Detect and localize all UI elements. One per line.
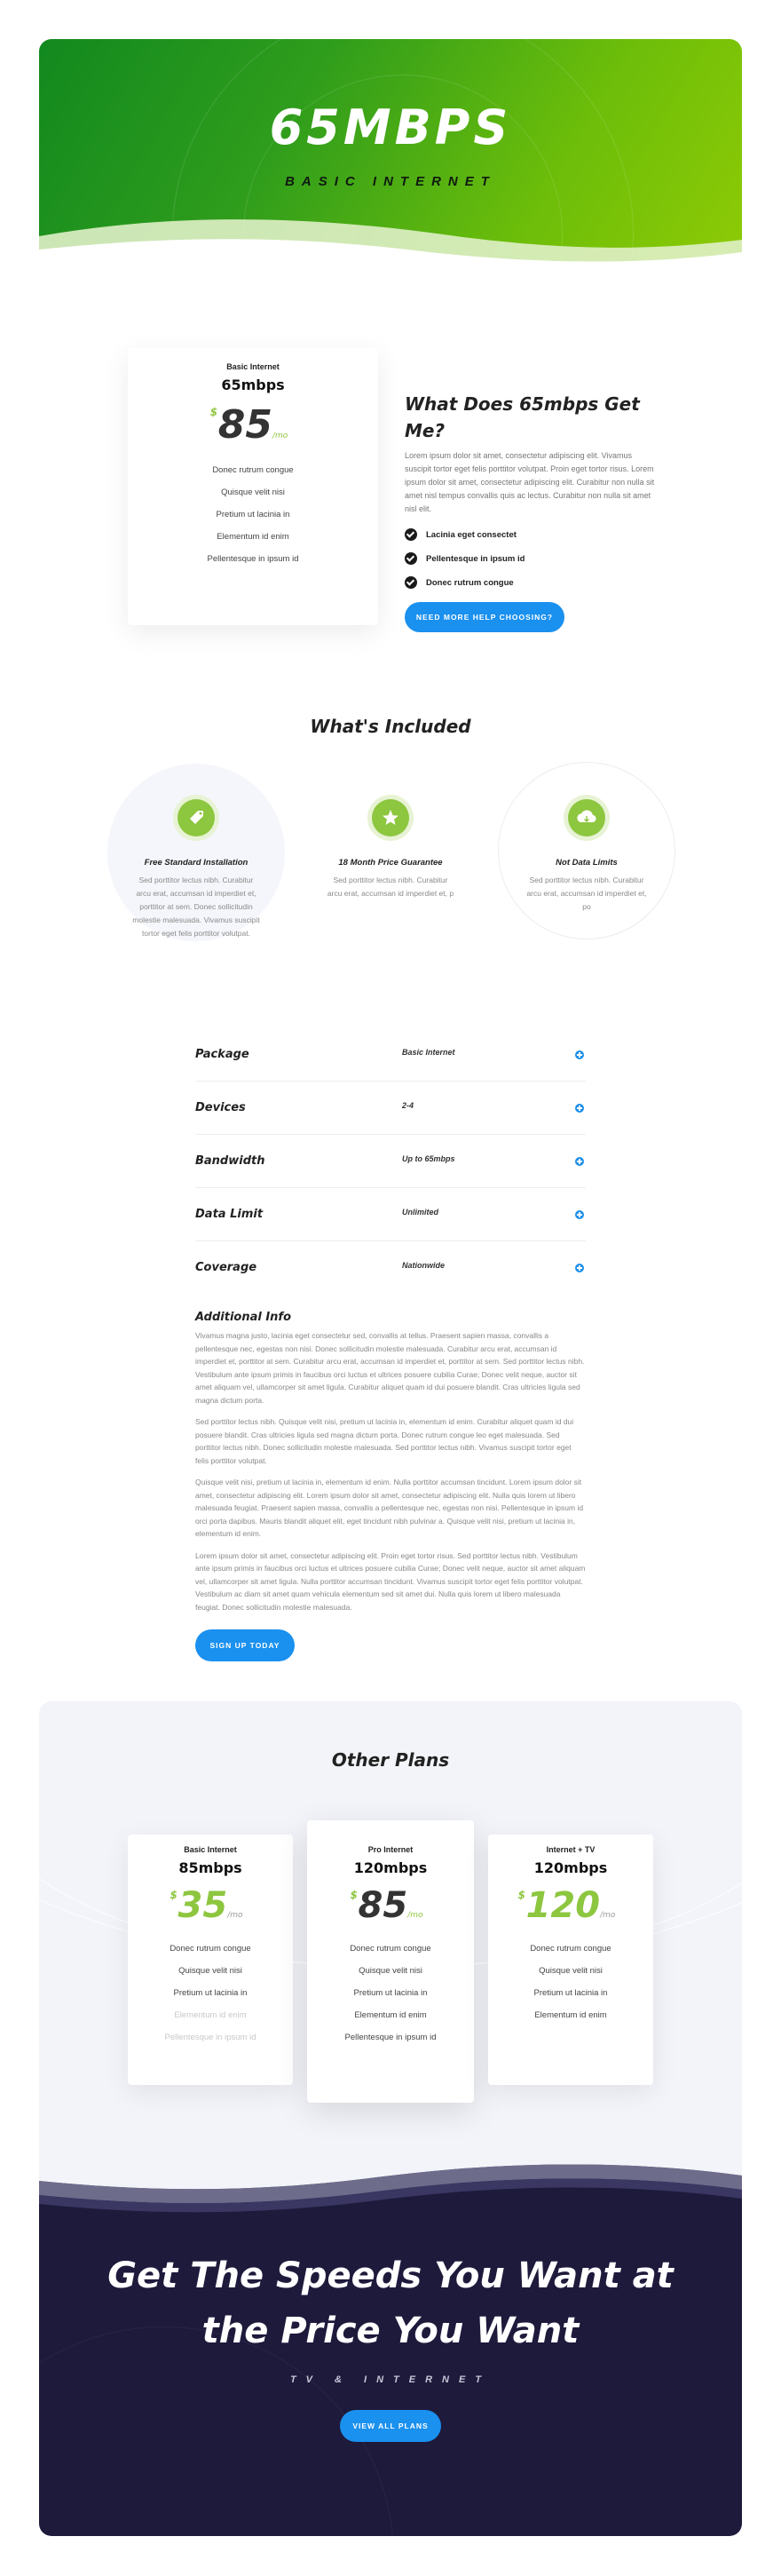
list-item: Pellentesque in ipsum id (344, 2033, 437, 2042)
plan-price (170, 1885, 243, 1926)
included-item-title: Not Data Limits (556, 858, 618, 868)
additional-paragraph: Quisque velit nisi, pretium ut lacinia in, elementum id enim. Nulla porttitor accumsan tincidunt. Lorem ipsum dolor sit amet, consectetur adipiscing elit. Lorem ipsum dolor sit amet, consectetur adipiscing elit. Nulla quis lorem ut libero malesuada feugiat. Praesent sapien massa, convallis a pellentesque nec, egestas non nisi. Pellentesque in ipsum id orci porta dapibus. Mauris blandit aliquet elit, eget tincidunt nibh pulvinar a. Quisque velit nisi, pretium ut lacinia in, elementum id enim. (195, 1478, 584, 1538)
list-item: Quisque velit nisi (539, 1966, 603, 1976)
spec-label: Bandwidth (195, 1154, 265, 1168)
included-item-text: Sed porttitor lectus nibh. Curabitur arcu erat, accumsan id imperdiet et, porttitor at sem. Donec sollicitudin molestie malesuada. Vivamus suscipit tortor eget felis porttitor volutpat. (132, 876, 260, 938)
intro-feature-list (405, 528, 659, 589)
other-plans-section (39, 1701, 742, 2163)
plan-feature-list (488, 1944, 653, 2020)
list-item: Quisque velit nisi (178, 1966, 242, 1976)
spec-row-bandwidth[interactable] (195, 1135, 586, 1188)
list-item: Quisque velit nisi (221, 487, 285, 497)
spec-label: Data Limit (195, 1208, 264, 1221)
list-item: Donec rutrum congue (212, 465, 294, 475)
hero-banner (39, 39, 742, 281)
included-item (112, 799, 280, 940)
expand-plus-icon[interactable] (575, 1264, 584, 1272)
other-plans-title: Other Plans (331, 1749, 450, 1771)
list-item: Donec rutrum congue (530, 1944, 611, 1954)
list-item: Lacinia eget consectet (405, 528, 659, 541)
price-amount: 120 (525, 1885, 601, 1926)
plan-price (517, 1885, 616, 1926)
plan-speed: 85mbps (178, 1859, 242, 1876)
included-item (502, 799, 671, 914)
spec-row-package[interactable] (195, 1028, 586, 1082)
included-item (306, 799, 475, 900)
currency-symbol: $ (517, 1889, 525, 1901)
expand-plus-icon[interactable] (575, 1157, 584, 1166)
spec-label: Coverage (195, 1261, 257, 1274)
price-period: /mo (227, 1911, 243, 1920)
cta-banner (39, 2149, 742, 2536)
price-amount: 85 (358, 1885, 408, 1926)
spec-row-coverage[interactable] (195, 1241, 586, 1295)
additional-paragraph: Vivamus magna justo, lacinia eget consectetur sed, convallis at tellus. Praesent sapien massa, convallis a pellentesque nec, egestas non nisi. Donec sollicitudin molestie malesuada. Curabitur arcu erat, accumsan id imperdiet et, porttitor at sem. Curabitur arcu erat, accumsan id imperdiet et, porttitor at sem. Sed porttitor lectus nibh. Vestibulum ante ipsum primis in faucibus orci luctus et ultrices posuere cubilia Curae; Donec velit neque, auctor sit amet aliquam vel, ullamcorper sit amet ligula. Curabitur aliquet quam id dui posuere blandit. Cras ultricies ligula sed magna dictum porta. (195, 1331, 585, 1405)
cta-wave (39, 2149, 742, 2229)
list-item: Elementum id enim (174, 2010, 247, 2020)
currency-symbol: $ (350, 1889, 358, 1901)
check-icon (405, 552, 417, 565)
additional-info (195, 1311, 586, 1661)
intro-content (405, 391, 659, 632)
plan-feature-list (128, 465, 378, 564)
help-choosing-button[interactable]: NEED MORE HELP CHOOSING? (405, 602, 564, 632)
list-item: Donec rutrum congue (170, 1944, 251, 1954)
spec-value: Unlimited (402, 1208, 439, 1217)
check-icon (405, 528, 417, 541)
currency-symbol: $ (170, 1889, 178, 1901)
plan-speed: 120mbps (353, 1859, 428, 1876)
plan-price (350, 1885, 423, 1926)
currency-symbol: $ (209, 406, 218, 418)
plan-card-internet-tv[interactable] (488, 1835, 653, 2085)
expand-plus-icon[interactable] (575, 1210, 584, 1219)
additional-paragraph: Sed porttitor lectus nibh. Quisque velit nisi, pretium ut lacinia in, elementum id enim. Curabitur aliquet quam id dui posuere blandit. Cras ultricies ligula sed magna dictum porta. Donec rutrum congue leo eget malesuada. Sed porttitor lectus nibh. Donec sollicitudin molestie malesuada. Sed porttitor lectus nibh. Vivamus suscipit tortor eget felis porttitor volutpat. (195, 1417, 574, 1465)
plan-speed: 120mbps (533, 1859, 608, 1876)
check-icon (405, 576, 417, 589)
intro-body: Lorem ipsum dolor sit amet, consectetur adipiscing elit. Vivamus suscipit tortor eget felis porttitor volutpat. Proin eget tortor risus. Lorem ipsum dolor sit amet, consectetur adipiscing elit. Curabitur non nulla sit amet nisl tempus convallis quis ac lectus. Curabitur non nulla sit amet nisl elit. (405, 451, 655, 513)
spec-value: Up to 65mbps (402, 1154, 455, 1163)
plan-feature-list (307, 1944, 474, 2042)
additional-info-title: Additional Info (195, 1311, 292, 1324)
list-item: Elementum id enim (217, 532, 289, 542)
expand-plus-icon[interactable] (575, 1104, 584, 1113)
spec-label: Package (195, 1048, 249, 1061)
price-period: /mo (600, 1911, 616, 1920)
plan-card-pro[interactable] (307, 1820, 474, 2103)
price-period: /mo (272, 432, 288, 440)
plan-tier: Basic Internet (226, 362, 280, 371)
spec-row-devices[interactable] (195, 1082, 586, 1135)
price-amount: 85 (217, 402, 272, 448)
expand-plus-icon[interactable] (575, 1050, 584, 1059)
plan-tier: Pro Internet (367, 1845, 414, 1854)
hero-title: 65MBPS (269, 99, 512, 155)
price-period: /mo (407, 1911, 423, 1920)
included-title: What's Included (310, 716, 471, 737)
cta-heading: Get The Speeds You Want at the Price You Want (107, 2255, 674, 2351)
spec-value: 2-4 (402, 1101, 414, 1110)
plan-speed: 65mbps (221, 376, 285, 393)
included-item-text: Sed porttitor lectus nibh. Curabitur arcu erat, accumsan id imperdiet et, po (526, 876, 647, 911)
spec-row-data-limit[interactable] (195, 1188, 586, 1241)
intro-heading: What Does 65mbps Get Me? (405, 393, 640, 441)
list-item: Pretium ut lacinia in (353, 1988, 428, 1998)
additional-paragraph: Lorem ipsum dolor sit amet, consectetur adipiscing elit. Proin eget tortor risus. Sed porttitor lectus nibh. Vestibulum ante ipsum primis in faucibus orci luctus et ultrices posuere cubilia Curae; Donec velit neque, auctor sit amet aliquam vel, ullamcorper sit amet ligula. Nulla porttitor accumsan tincidunt. Vivamus suscipit tortor eget felis porttitor volutpat. Vestibulum ac diam sit amet quam vehicula elementum sed sit amet dui. Nulla quis lorem ut libero malesuada feugiat. Donec sollicitudin molestie malesuada. (195, 1550, 586, 1612)
star-icon (372, 799, 409, 836)
plan-price (209, 402, 288, 448)
list-item: Pretium ut lacinia in (216, 510, 290, 519)
list-item: Pretium ut lacinia in (533, 1988, 608, 1998)
plan-feature-list (128, 1944, 293, 2042)
intro-price-card (128, 348, 378, 625)
list-item: Quisque velit nisi (359, 1966, 422, 1976)
spec-value: Nationwide (402, 1261, 446, 1270)
spec-label: Devices (195, 1101, 246, 1114)
cta-subtitle: TV & INTERNET (289, 2374, 492, 2385)
list-item: Elementum id enim (354, 2010, 427, 2020)
list-item: Pellentesque in ipsum id (207, 554, 299, 564)
plan-tier: Internet + TV (546, 1845, 596, 1854)
tag-icon (178, 799, 215, 836)
list-item: Pellentesque in ipsum id (405, 552, 659, 565)
hero-wave (39, 201, 742, 281)
plan-tier: Basic Internet (184, 1845, 237, 1854)
included-item-title: Free Standard Installation (144, 858, 248, 868)
sign-up-button[interactable]: SIGN UP TODAY (195, 1629, 295, 1661)
included-item-text: Sed porttitor lectus nibh. Curabitur arcu erat, accumsan id imperdiet et, p (327, 876, 454, 898)
list-item: Donec rutrum congue (350, 1944, 431, 1954)
list-item: Pellentesque in ipsum id (164, 2033, 256, 2042)
price-amount: 35 (178, 1885, 228, 1926)
cloud-icon (568, 799, 605, 836)
view-all-plans-button[interactable]: VIEW ALL PLANS (340, 2410, 441, 2442)
list-item: Elementum id enim (534, 2010, 607, 2020)
hero-subtitle: BASIC INTERNET (285, 174, 496, 189)
included-item-title: 18 Month Price Guarantee (338, 858, 443, 868)
list-item: Donec rutrum congue (405, 576, 659, 589)
list-item: Pretium ut lacinia in (173, 1988, 248, 1998)
plan-card-basic[interactable] (128, 1835, 293, 2085)
spec-value: Basic Internet (402, 1048, 455, 1057)
